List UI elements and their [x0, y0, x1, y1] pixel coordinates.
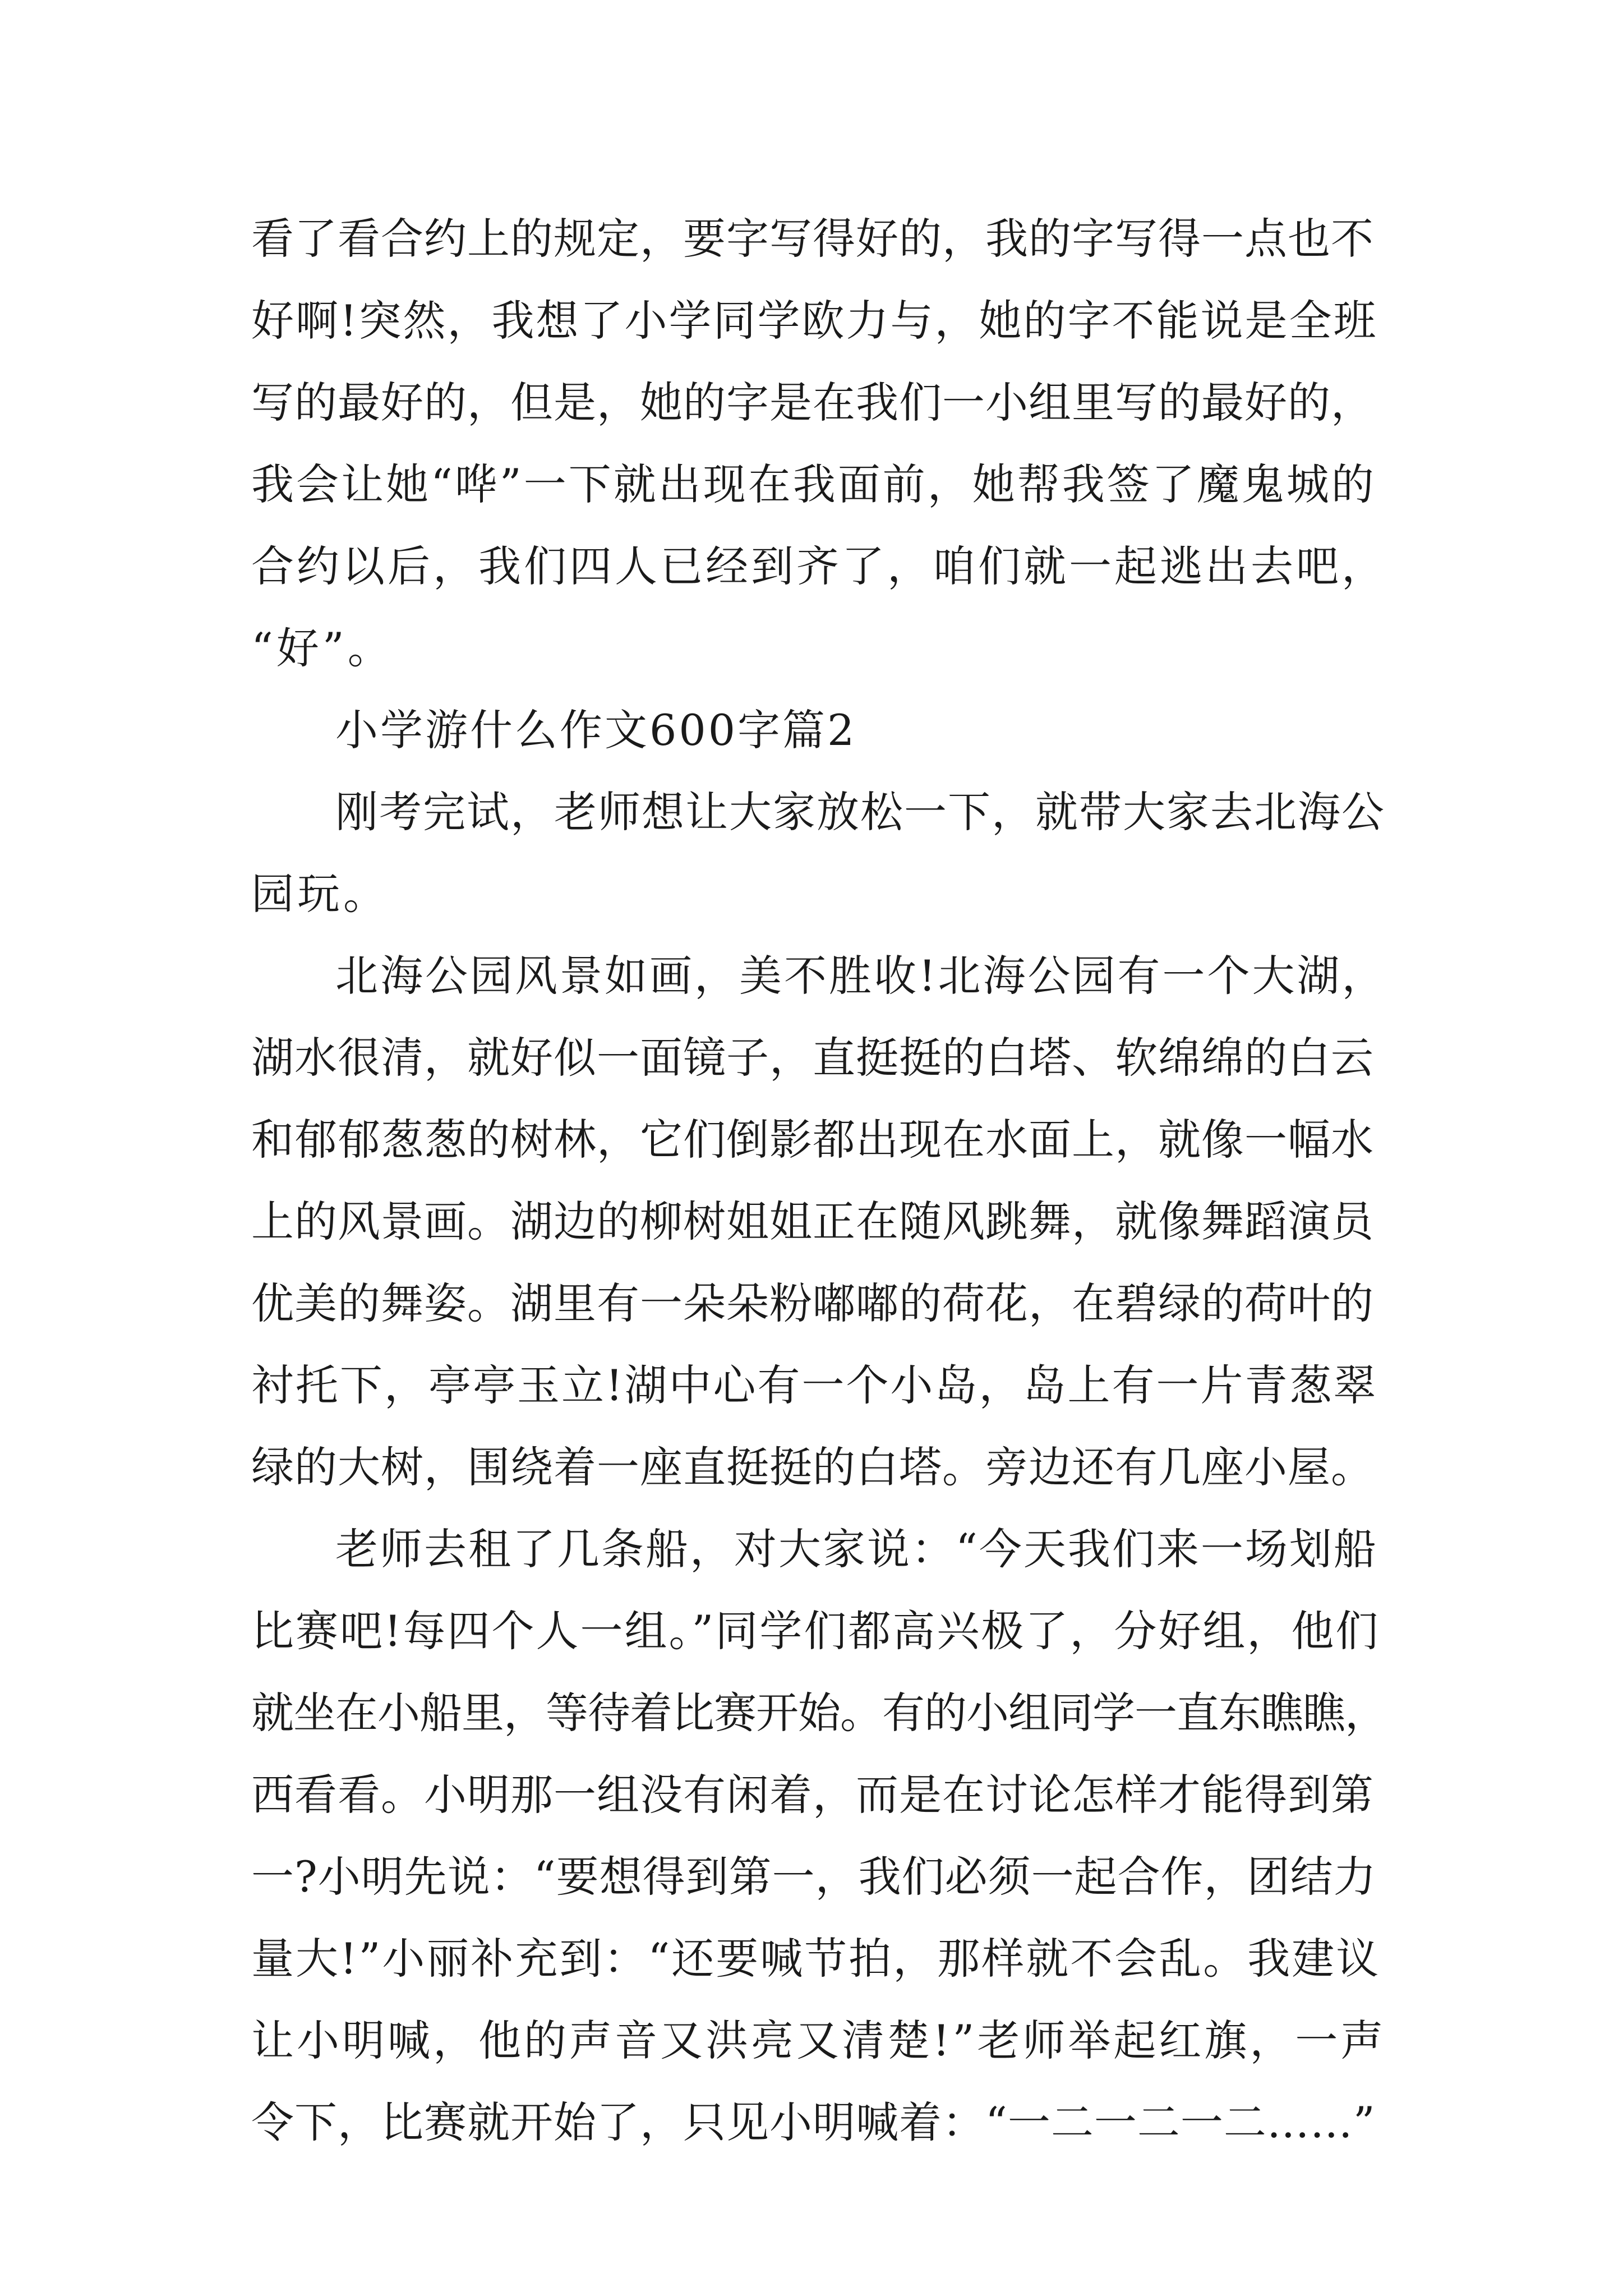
text-line: 好啊!突然，我想了小学同学欧力与，她的字不能说是全班	[251, 296, 1378, 346]
text-line: 和郁郁葱葱的树林，它们倒影都出现在水面上，就像一幅水	[251, 1115, 1374, 1165]
paragraph-first-line: 北海公园风景如画，美不胜收!北海公园有一个大湖，	[335, 951, 1387, 1001]
text-line: 合约以后，我们四人已经到齐了，咱们就一起逃出去吧，	[251, 541, 1387, 591]
text-line: 优美的舞姿。湖里有一朵朵粉嘟嘟的荷花，在碧绿的荷叶的	[251, 1278, 1374, 1328]
text-line: 量大!”小丽补充到：“还要喊节拍，那样就不会乱。我建议	[251, 1934, 1381, 1984]
text-line: 就坐在小船里，等待着比赛开始。有的小组同学一直东瞧瞧，	[251, 1688, 1387, 1738]
paragraph-first-line: 老师去租了几条船，对大家说：“今天我们来一场划船	[335, 1524, 1378, 1574]
text-line: 湖水很清，就好似一面镜子，直挺挺的白塔、软绵绵的白云	[251, 1033, 1374, 1083]
text-line: 让小明喊，他的声音又洪亮又清楚!”老师举起红旗，一声	[251, 2016, 1386, 2065]
text-line: 比赛吧!每四个人一组。”同学们都高兴极了，分好组，他们	[251, 1606, 1380, 1656]
text-line: 令下，比赛就开始了，只见小明喊着：“一二一二一二……”	[251, 2097, 1376, 2147]
text-line: 西看看。小明那一组没有闲着，而是在讨论怎样才能得到第	[251, 1770, 1374, 1820]
paragraph-first-line: 刚考完试，老师想让大家放松一下，就带大家去北海公	[335, 787, 1385, 837]
text-line: 看了看合约上的规定，要字写得好的，我的字写得一点也不	[251, 214, 1374, 264]
text-line: 衬托下，亭亭玉立!湖中心有一个小岛，岛上有一片青葱翠	[251, 1360, 1378, 1410]
text-line: 一?小明先说：“要想得到第一，我们必须一起合作，团结力	[251, 1852, 1377, 1902]
text-line: 园玩。	[251, 869, 389, 919]
text-line: 上的风景画。湖边的柳树姐姐正在随风跳舞，就像舞蹈演员	[251, 1197, 1374, 1246]
text-line: 绿的大树，围绕着一座直挺挺的白塔。旁边还有几座小屋。	[251, 1442, 1374, 1492]
text-line: “好”。	[251, 623, 394, 673]
text-line: 写的最好的，但是，她的字是在我们一小组里写的最好的，	[251, 378, 1374, 427]
section-heading: 小学游什么作文600字篇2	[335, 705, 857, 755]
text-line: 我会让她“哗”一下就出现在我面前，她帮我签了魔鬼城的	[251, 459, 1376, 509]
